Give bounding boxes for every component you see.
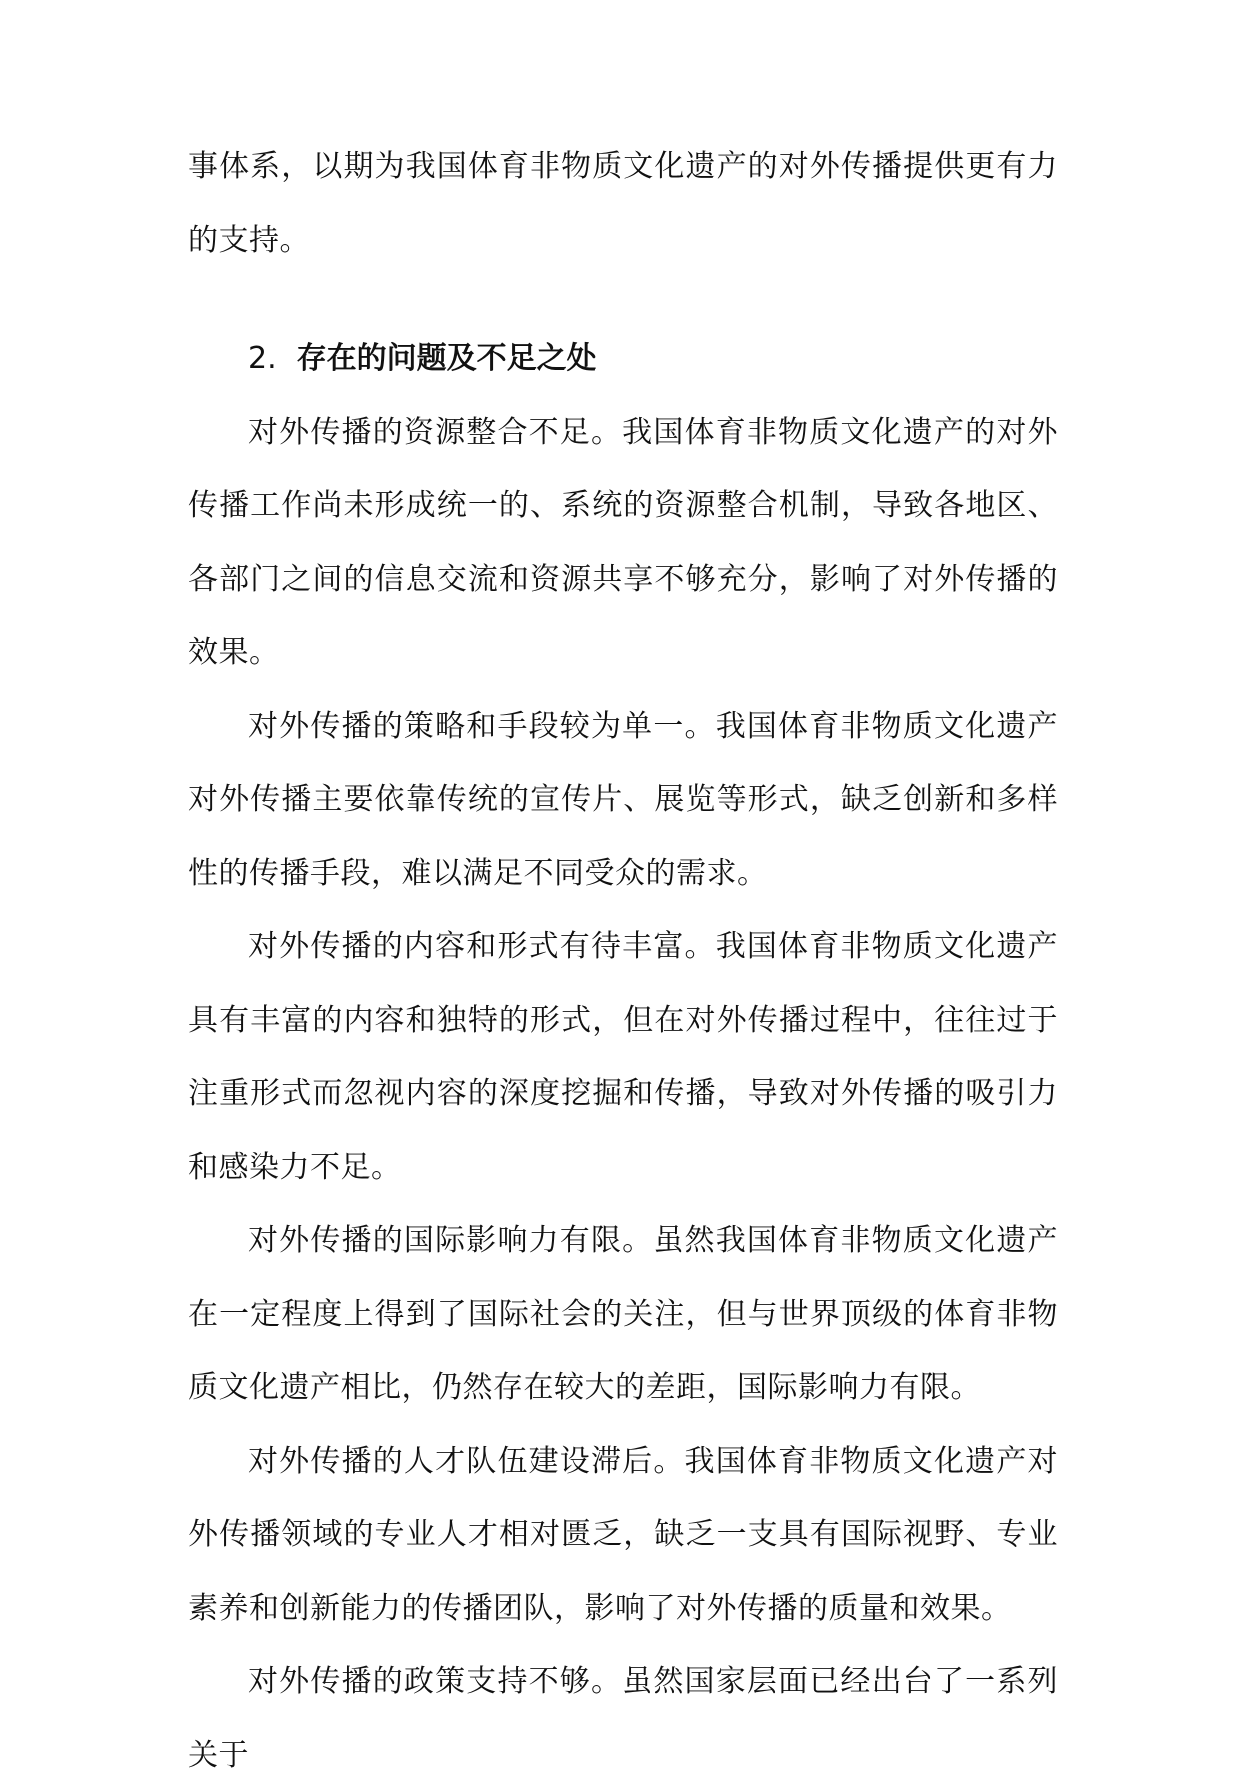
document-page — [188, 130, 1058, 1792]
paragraph-resource-integration: 对外传播的资源整合不足。我国体育非物质文化遗产的对外传播工作尚未形成统一的、系统的资源整合机制，导致各地区、各部门之间的信息交流和资源共享不够充分，影响了对外传播的效果。 — [188, 414, 1058, 670]
paragraph-strategy: 对外传播的策略和手段较为单一。我国体育非物质文化遗产对外传播主要依靠传统的宣传片、展览等形式，缺乏创新和多样性的传播手段，难以满足不同受众的需求。 — [188, 708, 1058, 891]
section-number: 2. — [248, 341, 277, 376]
section-heading — [188, 322, 1058, 396]
paragraph-talent: 对外传播的人才队伍建设滞后。我国体育非物质文化遗产对外传播领域的专业人才相对匮乏，缺乏一支具有国际视野、专业素养和创新能力的传播团队，影响了对外传播的质量和效果。 — [188, 1443, 1058, 1626]
intro-paragraph: 事体系，以期为我国体育非物质文化遗产的对外传播提供更有力的支持。 — [188, 149, 1058, 258]
paragraph-content-form: 对外传播的内容和形式有待丰富。我国体育非物质文化遗产具有丰富的内容和独特的形式，但在对外传播过程中，往往过于注重形式而忽视内容的深度挖掘和传播，导致对外传播的吸引力和感染力不足。 — [188, 929, 1058, 1185]
section-title: 存在的问题及不足之处 — [296, 341, 597, 376]
paragraph-policy: 对外传播的政策支持不够。虽然国家层面已经出台了一系列关于 — [188, 1664, 1058, 1773]
paragraph-international-influence: 对外传播的国际影响力有限。虽然我国体育非物质文化遗产在一定程度上得到了国际社会的关注，但与世界顶级的体育非物质文化遗产相比，仍然存在较大的差距，国际影响力有限。 — [188, 1223, 1058, 1405]
